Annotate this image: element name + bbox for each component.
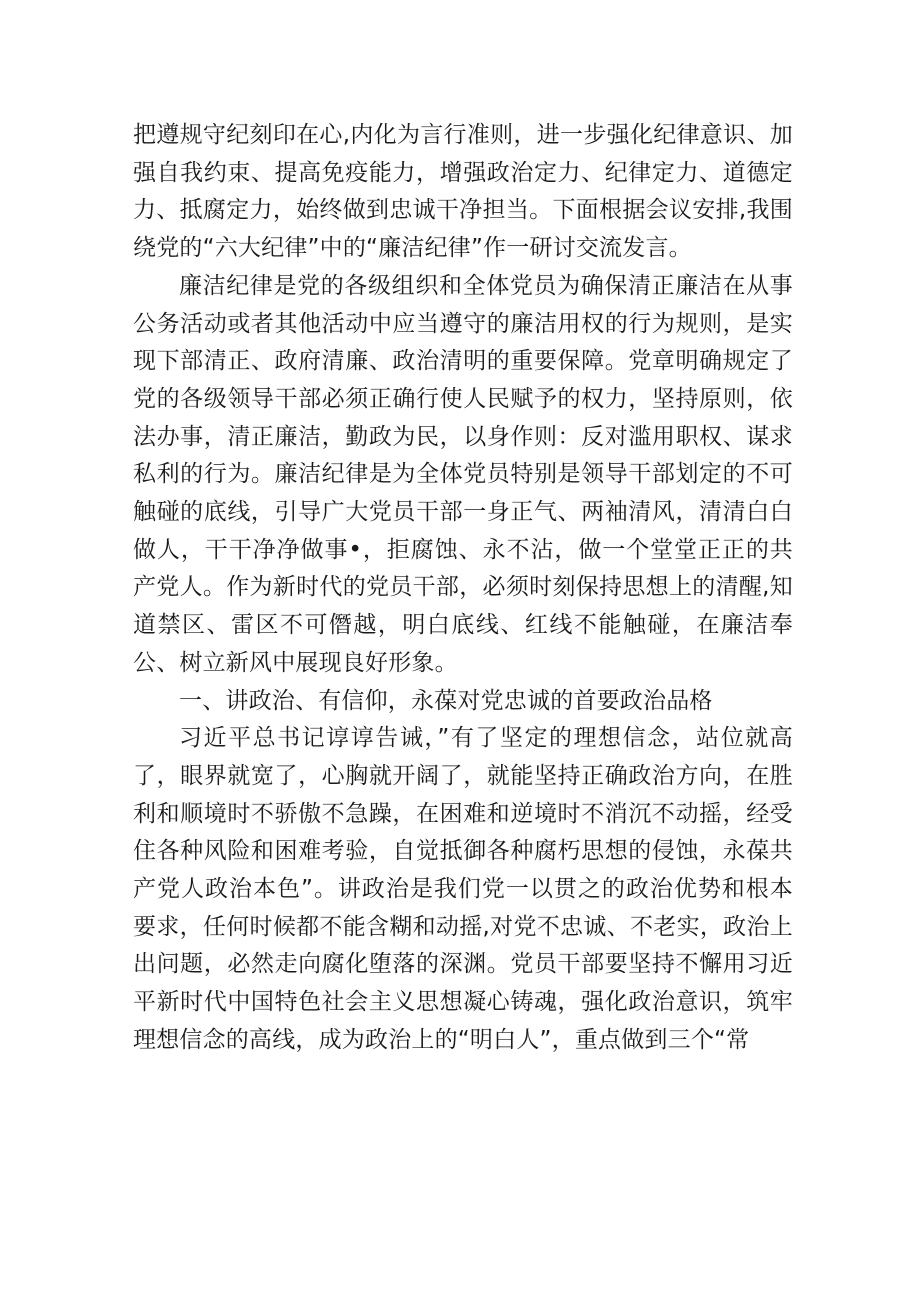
section-heading-1: 一、讲政治、有信仰，永葆对党忠诚的首要政治品格 xyxy=(179,687,713,714)
document-page xyxy=(133,117,793,1060)
paragraph-continuation: 把遵规守纪刻印在心,内化为言行准则，进一步强化纪律意识、加强自我约束、提高免疫能力，增强政治定力、纪律定力、道德定力、抵腐定力，始终做到忠诚干净担当。下面根据会议安排,我围绕党的“六大纪律”中的“廉洁纪律”作一研讨交流发言。 xyxy=(133,122,793,262)
paragraph-integrity-discipline: 廉洁纪律是党的各级组织和全体党员为确保清正廉洁在从事公务活动或者其他活动中应当遵守的廉洁用权的行为规则，是实现下部清正、政府清廉、政治清明的重要保障。党章明确规定了党的各级领导干部必须正确行使人民赋予的权力，坚持原则，依法办事，清正廉洁，勤政为民，以身作则：反对滥用职权、谋求私利的行为。廉洁纪律是为全体党员特别是领导干部划定的不可触碰的底线，引导广大党员干部一身正气、两袖清风，清清白白做人，干干净净做事•，拒腐蚀、永不沾，做一个堂堂正正的共产党人。作为新时代的党员干部，必须时刻保持思想上的清醒,知道禁区、雷区不可僭越，明白底线、红线不能触碰，在廉洁奉公、树立新风中展现良好形象。 xyxy=(133,272,793,676)
paragraph-political-loyalty: 习近平总书记谆谆告诫，”有了坚定的理想信念，站位就高了，眼界就宽了，心胸就开阔了，就能坚持正确政治方向，在胜利和顺境时不骄傲不急躁，在困难和逆境时不消沉不动摇，经受住各种风险和困难考验，自觉抵御各种腐朽思想的侵蚀，永葆共产党人政治本色”。讲政治是我们党一以贯之的政治优势和根本要求，任何时候都不能含糊和动摇,对党不忠诚、不老实，政治上出问题，必然走向腐化堕落的深渊。党员干部要坚持不懈用习近平新时代中国特色社会主义思想凝心铸魂，强化政治意识，筑牢理想信念的高线，成为政治上的“明白人”，重点做到三个“常 xyxy=(133,725,793,1053)
